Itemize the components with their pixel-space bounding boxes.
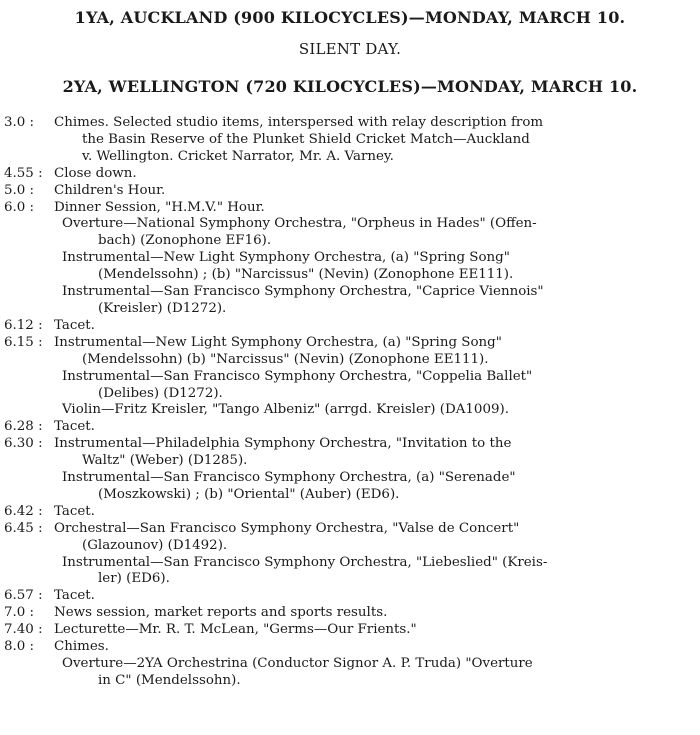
- entry-line: Orchestral—San Francisco Symphony Orchestra, "Valse de Concert": [54, 520, 520, 536]
- entry-line: Overture—2YA Orchestrina (Conductor Signor A. P. Truda) "Overture: [62, 656, 533, 671]
- entry-line: (Glazounov) (D1492).: [82, 537, 228, 553]
- entry-line: v. Wellington. Cricket Narrator, Mr. A. Varney.: [82, 148, 394, 164]
- program-entry: [4, 588, 694, 605]
- entry-time: 6.12 :: [4, 317, 43, 333]
- station-heading-1ya: 1YA, AUCKLAND (900 KILOCYCLES)—MONDAY, MARCH 10.: [74, 8, 626, 27]
- entry-time: 6.15 :: [4, 334, 43, 350]
- entry-line: Instrumental—San Francisco Symphony Orchestra, "Coppelia Ballet": [62, 368, 533, 384]
- entry-line: Close down.: [54, 165, 137, 181]
- entry-line: Tacet.: [54, 588, 95, 604]
- entry-line: News session, market reports and sports results.: [54, 605, 388, 621]
- program-entry: [4, 115, 694, 166]
- entry-line: Tacet.: [54, 419, 95, 435]
- program-entry: [4, 555, 694, 589]
- entry-line: Chimes.: [54, 639, 109, 655]
- program-entry: [4, 284, 694, 318]
- program-entry: [4, 656, 694, 690]
- program-entry: [4, 521, 694, 555]
- entry-time: 4.55 :: [4, 165, 43, 181]
- entry-line: Tacet.: [54, 503, 95, 519]
- program-entry: [4, 166, 694, 183]
- entry-line: bach) (Zonophone EF16).: [98, 233, 272, 249]
- program-entry: [4, 419, 694, 436]
- program-entry: [4, 200, 694, 217]
- program-entry: [4, 639, 694, 656]
- entry-time: 6.0 :: [4, 199, 35, 215]
- entry-line: (Mendelssohn) (b) "Narcissus" (Nevin) (Zonophone EE111).: [82, 351, 489, 367]
- entry-time: 3.0 :: [4, 115, 35, 130]
- program-entry: [4, 470, 694, 504]
- program-entry: [4, 250, 694, 284]
- entry-line: the Basin Reserve of the Plunket Shield Cricket Match—Auckland: [82, 131, 530, 147]
- entry-line: Violin—Fritz Kreisler, "Tango Albeniz" (arrgd. Kreisler) (DA1009).: [62, 402, 509, 418]
- entry-line: Dinner Session, "H.M.V." Hour.: [54, 199, 265, 215]
- program-entry: [4, 369, 694, 403]
- program-entry: [4, 216, 694, 250]
- program-entry: [4, 402, 694, 419]
- entry-time: 6.57 :: [4, 588, 43, 604]
- entry-line: Overture—National Symphony Orchestra, "Orpheus in Hades" (Offen-: [62, 216, 537, 232]
- entry-line: Instrumental—Philadelphia Symphony Orchestra, "Invitation to the: [54, 436, 512, 452]
- entry-time: 6.45 :: [4, 520, 43, 536]
- program-entries: [4, 115, 694, 690]
- entry-line: Chimes. Selected studio items, interspersed with relay description from: [54, 115, 544, 130]
- entry-line: in C" (Mendelssohn).: [98, 672, 241, 688]
- entry-line: Lecturette—Mr. R. T. McLean, "Germs—Our Frients.": [54, 622, 417, 638]
- program-entry: [4, 504, 694, 521]
- entry-line: ler) (ED6).: [98, 571, 170, 587]
- entry-line: Instrumental—New Light Symphony Orchestra, (a) "Spring Song": [54, 334, 502, 350]
- entry-line: (Kreisler) (D1272).: [98, 300, 227, 316]
- entry-line: Instrumental—New Light Symphony Orchestra, (a) "Spring Song": [62, 250, 510, 266]
- entry-time: 6.28 :: [4, 419, 43, 435]
- program-entry: [4, 335, 694, 369]
- entry-line: Instrumental—San Francisco Symphony Orchestra, "Liebeslied" (Kreis-: [62, 554, 548, 570]
- entry-line: Instrumental—San Francisco Symphony Orchestra, "Caprice Viennois": [62, 284, 544, 300]
- program-entry: [4, 622, 694, 639]
- entry-line: Waltz" (Weber) (D1285).: [82, 453, 248, 469]
- entry-line: (Delibes) (D1272).: [98, 385, 223, 401]
- entry-line: (Moszkowski) ; (b) "Oriental" (Auber) (ED6).: [98, 486, 400, 502]
- station-heading-2ya: 2YA, WELLINGTON (720 KILOCYCLES)—MONDAY, MARCH 10.: [62, 77, 638, 96]
- entry-time: 6.42 :: [4, 503, 43, 519]
- entry-time: 8.0 :: [4, 639, 35, 655]
- entry-time: 6.30 :: [4, 436, 43, 452]
- program-entry: [4, 436, 694, 470]
- entry-time: 5.0 :: [4, 182, 35, 198]
- entry-time: 7.0 :: [4, 605, 35, 621]
- entry-line: Tacet.: [54, 317, 95, 333]
- program-entry: [4, 605, 694, 622]
- entry-line: (Mendelssohn) ; (b) "Narcissus" (Nevin) (Zonophone EE111).: [98, 267, 514, 283]
- entry-line: Instrumental—San Francisco Symphony Orchestra, (a) "Serenade": [62, 470, 516, 486]
- entry-line: Children's Hour.: [54, 182, 166, 198]
- silent-day-note: SILENT DAY.: [298, 40, 402, 58]
- entry-time: 7.40 :: [4, 622, 43, 638]
- program-entry: [4, 318, 694, 335]
- program-entry: [4, 183, 694, 200]
